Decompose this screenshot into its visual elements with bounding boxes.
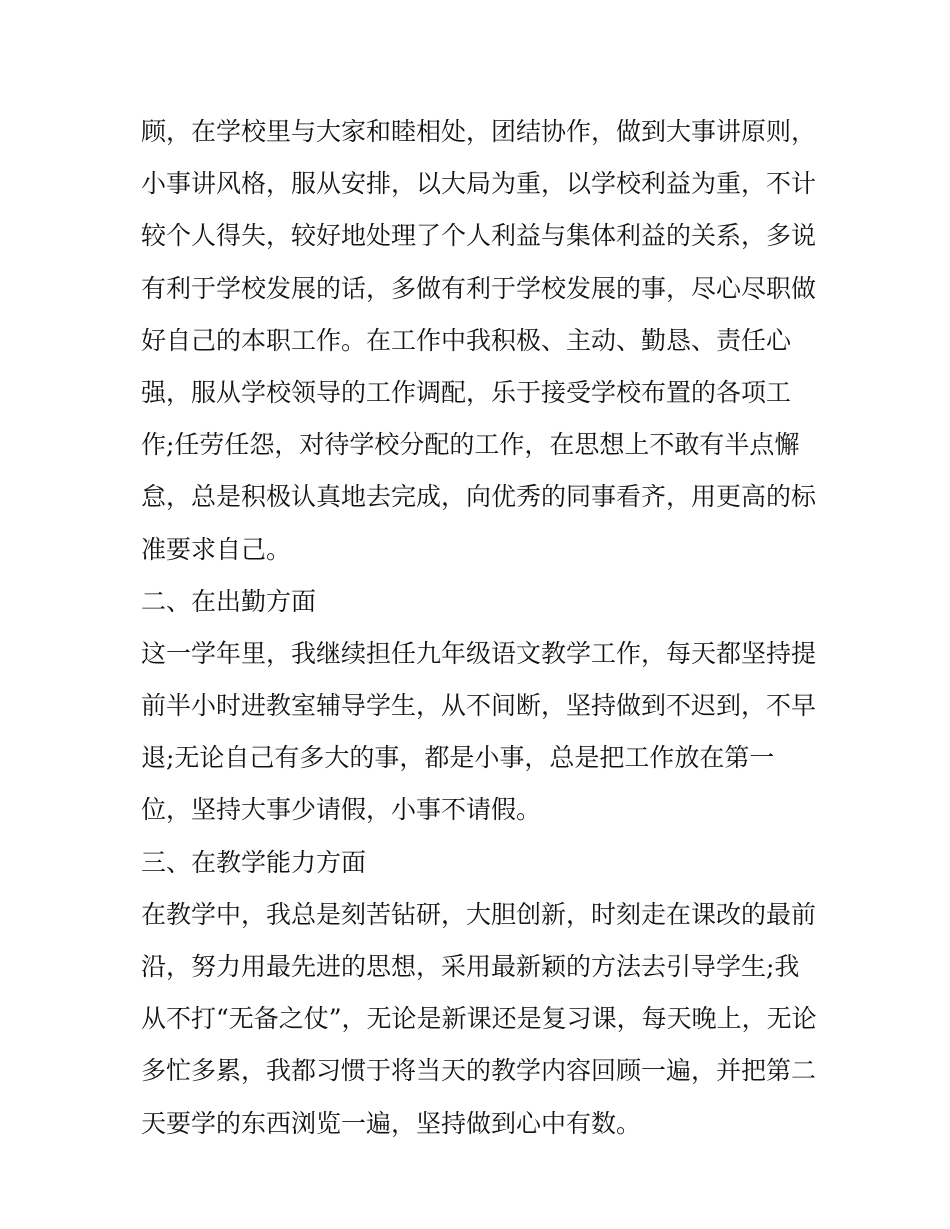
text-line: 怠，总是积极认真地去完成，向优秀的同事看齐，用更高的标 [141, 482, 817, 512]
text-line: 从不打“无备之仗”，无论是新课还是复习课，每天晚上，无论 [141, 1004, 817, 1034]
text-line: 有利于学校发展的话，多做有利于学校发展的事，尽心尽职做 [141, 273, 817, 303]
text-line: 这一学年里，我继续担任九年级语文教学工作，每天都坚持提 [141, 638, 817, 668]
text-line: 作;任劳任怨，对待学校分配的工作，在思想上不敢有半点懈 [141, 430, 800, 460]
section-heading: 三、在教学能力方面 [141, 847, 367, 877]
section-heading: 二、在出勤方面 [141, 586, 317, 616]
text-line: 较个人得失，较好地处理了个人利益与集体利益的关系，多说 [141, 221, 817, 251]
body-text [141, 106, 821, 1150]
text-line: 强，服从学校领导的工作调配，乐于接受学校布置的各项工 [141, 377, 792, 407]
text-line: 沿，努力用最先进的思想，采用最新颖的方法去引导学生;我 [141, 952, 800, 981]
text-line: 小事讲风格，服从安排，以大局为重，以学校利益为重，不计 [141, 169, 817, 199]
text-line: 多忙多累，我都习惯于将当天的教学内容回顾一遍，并把第二 [141, 1056, 817, 1086]
text-line: 准要求自己。 [141, 534, 292, 564]
text-line: 前半小时进教室辅导学生，从不间断，坚持做到不迟到，不早 [141, 691, 817, 721]
text-line: 天要学的东西浏览一遍，坚持做到心中有数。 [141, 1108, 642, 1138]
text-line: 好自己的本职工作。在工作中我积极、主动、勤恳、责任心 [141, 325, 792, 355]
text-line: 退;无论自己有多大的事，都是小事，总是把工作放在第一 [141, 743, 775, 773]
text-line: 顾，在学校里与大家和睦相处，团结协作，做到大事讲原则， [141, 117, 817, 146]
text-line: 在教学中，我总是刻苦钻研，大胆创新，时刻走在课改的最前 [141, 899, 817, 929]
text-line: 位，坚持大事少请假，小事不请假。 [141, 795, 542, 825]
